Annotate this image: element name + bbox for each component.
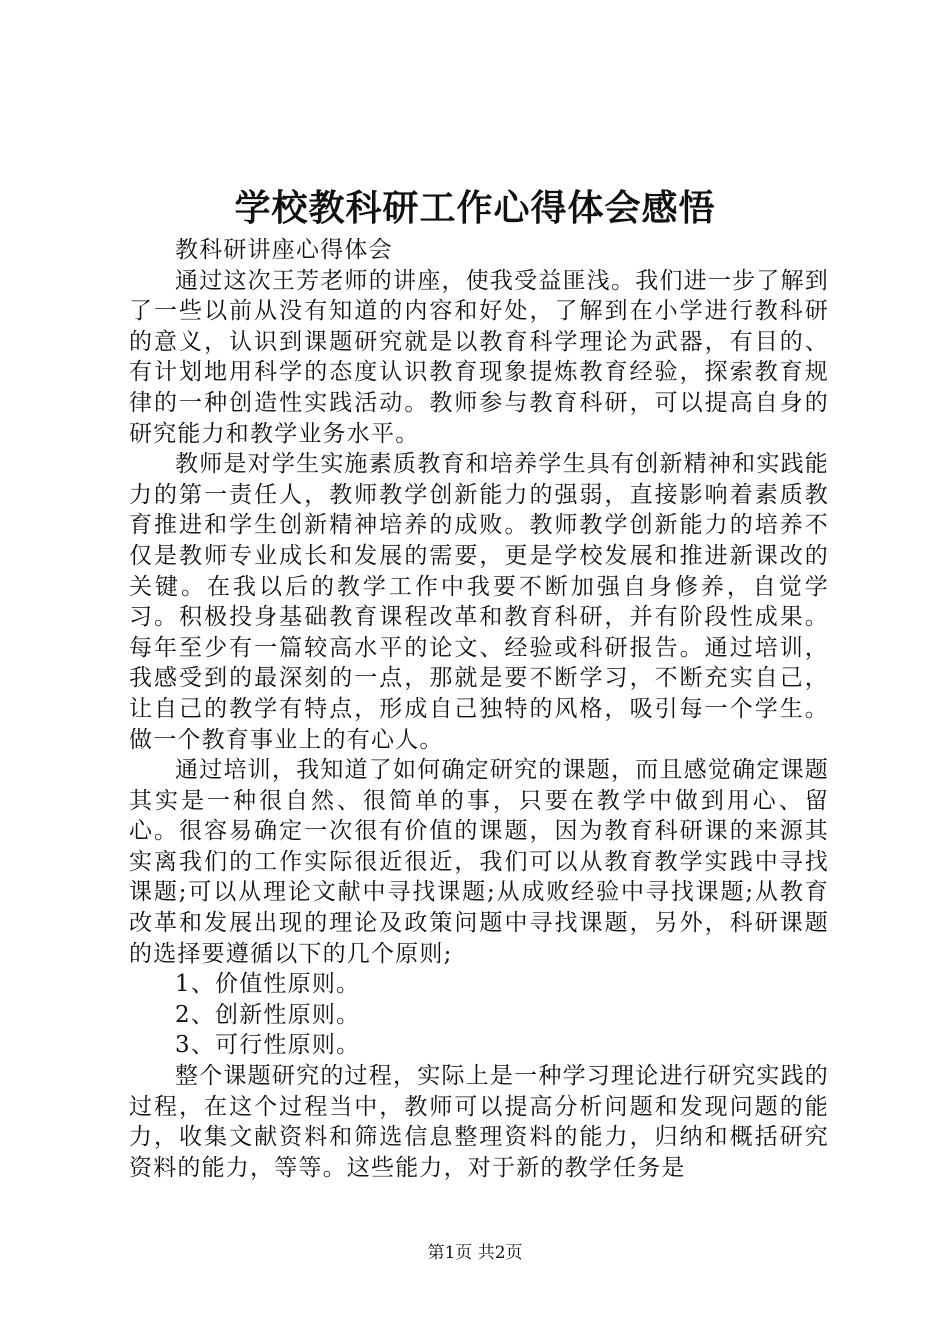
paragraph: 教师是对学生实施素质教育和培养学生具有创新精神和实践能力的第一责任人，教师教学创新能力的强弱，直接影响着素质教育推进和学生创新精神培养的成败。教师教学创新能力的培养不仅是教师专业成长和发展的需要，更是学校发展和推进新课改的关键。在我以后的教学工作中我要不断加强自身修养，自觉学习。积极投身基础教育课程改革和教育科研，并有阶段性成果。每年至少有一篇较高水平的论文、经验或科研报告。通过培训，我感受到的最深刻的一点，那就是要不断学习，不断充实自己，让自己的教学有特点，形成自己独特的风格，吸引每一个学生。做一个教育事业上的有心人。 [129,451,829,753]
list-item: 1、价值性原则。 [175,971,361,998]
list-item: 3、可行性原则。 [175,1032,361,1059]
list-item: 2、创新性原则。 [175,1001,361,1028]
paragraph: 通过培训，我知道了如何确定研究的课题，而且感觉确定课题其实是一种很自然、很简单的事，只要在教学中做到用心、留心。很容易确定一次很有价值的课题，因为教育科研课的来源其实离我们的工作实际很近很近，我们可以从教育教学实践中寻找课题;可以从理论文献中寻找课题;从成败经验中寻找课题;从教育改革和发展出现的理论及政策问题中寻找课题，另外，科研课题的选择要遵循以下的几个原则; [129,757,829,967]
document-title: 学校教科研工作心得体会感悟 [234,187,716,229]
paragraph: 整个课题研究的过程，实际上是一种学习理论进行研究实践的过程，在这个过程当中，教师可以提高分析问题和发现问题的能力，收集文献资料和筛选信息整理资料的能力，归纳和概括研究资料的能力，等等。这些能力，对于新的教学任务是 [129,1063,829,1181]
document-body [129,235,829,1183]
paragraph-subtitle: 教科研讲座心得体会 [175,237,393,263]
page-footer: 第1页 共2页 [427,1243,523,1263]
paragraph: 通过这次王芳老师的讲座，使我受益匪浅。我们进一步了解到了一些以前从没有知道的内容和好处，了解到在小学进行教科研的意义，认识到课题研究就是以教育科学理论为武器，有目的、有计划地用科学的态度认识教育现象提炼教育经验，探索教育规律的一种创造性实践活动。教师参与教育科研，可以提高自身的研究能力和教学业务水平。 [129,267,829,447]
